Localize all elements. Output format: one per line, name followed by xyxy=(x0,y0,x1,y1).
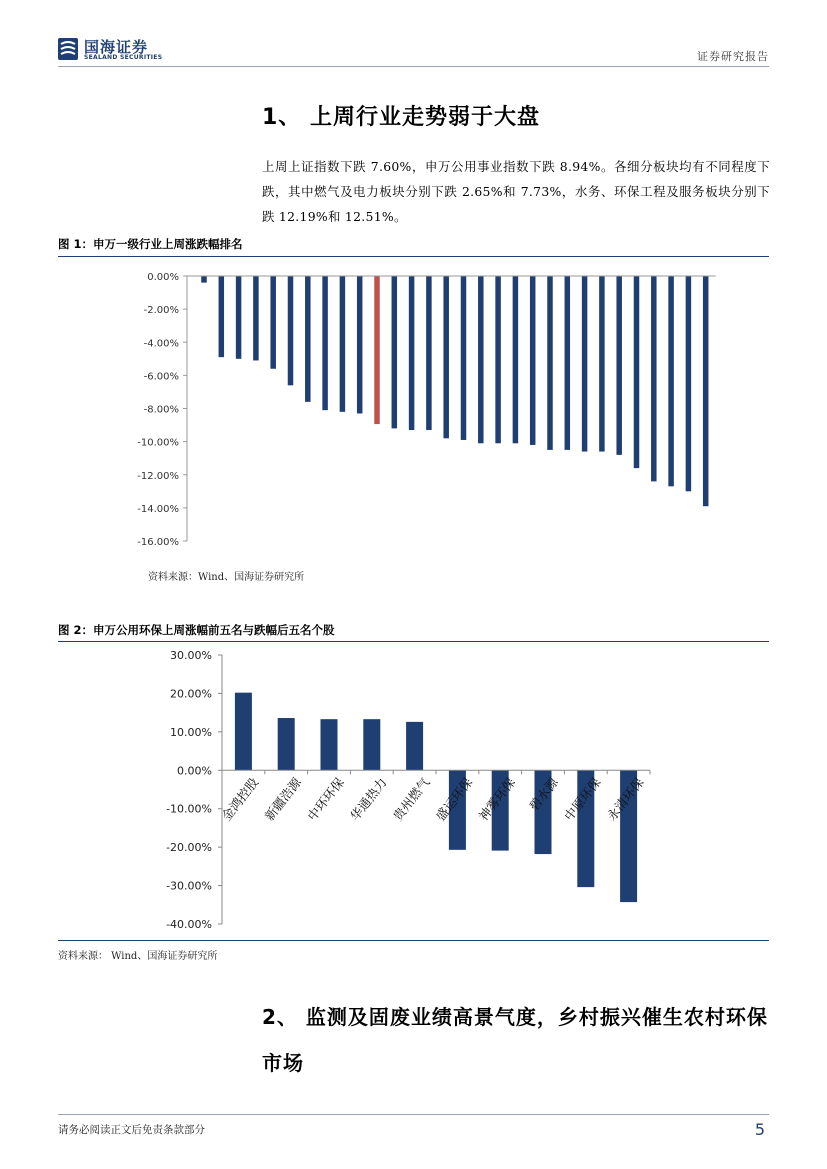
report-type-label: 证券研究报告 xyxy=(697,50,769,63)
page-number: 5 xyxy=(754,1120,765,1139)
y-tick-label: 30.00% xyxy=(170,649,212,662)
bar xyxy=(235,693,252,771)
bar xyxy=(565,276,571,450)
bar xyxy=(363,719,380,770)
bar xyxy=(616,276,622,455)
y-tick-label: -40.00% xyxy=(166,918,212,931)
bar xyxy=(374,276,380,424)
bar xyxy=(513,276,519,443)
logo-text-en: SEALAND SECURITIES xyxy=(84,54,163,61)
bar xyxy=(668,276,674,486)
y-tick-label: -2.00% xyxy=(143,305,179,317)
x-category-label: 华通热力 xyxy=(347,774,390,824)
bar xyxy=(530,276,536,445)
x-category-label: 盛运环保 xyxy=(432,774,476,824)
bar xyxy=(495,276,501,443)
bar xyxy=(406,722,423,770)
y-tick-label: -8.00% xyxy=(143,404,179,416)
figure2-top-rule xyxy=(58,641,769,642)
logo-text-cn: 国海证券 xyxy=(84,38,149,56)
bar xyxy=(443,276,449,438)
y-tick-label: -10.00% xyxy=(137,437,179,449)
section1-paragraph: 上周上证指数下跌 7.60%，申万公用事业指数下跌 8.94%。各细分板块均有不同程度下跌，其中燃气及电力板块分别下跌 2.65%和 7.73%，水务、环保工程及服务板块分别下跌 12.19%和 12.51%。 xyxy=(262,159,770,224)
figure1-top-rule xyxy=(58,256,769,257)
x-category-label: 金鸿控股 xyxy=(218,774,262,824)
figure1-title: 图 1：申万一级行业上周涨跌幅排名 xyxy=(58,237,243,251)
bar xyxy=(651,276,657,481)
x-category-label: 中原环保 xyxy=(561,774,604,824)
y-tick-label: -10.00% xyxy=(166,802,212,816)
x-category-label: 中环环保 xyxy=(304,774,347,824)
section1-heading: 1、 上周行业走势弱于大盘 xyxy=(262,105,540,130)
y-tick-label: -6.00% xyxy=(143,371,179,383)
y-tick-label: -20.00% xyxy=(166,841,212,855)
bar xyxy=(461,276,467,440)
y-tick-label: -30.00% xyxy=(166,879,212,893)
bar xyxy=(322,276,328,410)
bar xyxy=(478,276,484,443)
bar xyxy=(582,276,588,452)
bar xyxy=(357,276,363,413)
bar xyxy=(305,276,311,402)
bar xyxy=(686,276,692,491)
bar xyxy=(278,718,295,770)
bar xyxy=(392,276,398,428)
bar xyxy=(703,276,709,506)
bar xyxy=(236,276,242,359)
bar xyxy=(409,276,415,430)
figure2-source: 资料来源： Wind、国海证券研究所 xyxy=(58,951,218,962)
x-category-label: 永清环保 xyxy=(603,774,647,824)
bar xyxy=(288,276,294,385)
y-tick-label: -16.00% xyxy=(137,537,179,548)
x-category-label: 神雾环保 xyxy=(475,774,519,824)
bar xyxy=(547,276,553,450)
x-category-label: 贵州燃气 xyxy=(389,774,433,824)
section2-heading: 2、 监测及固废业绩高景气度，乡村振兴催生农村环保市场 xyxy=(262,1005,768,1075)
bar xyxy=(634,276,640,468)
y-tick-label: -4.00% xyxy=(143,338,179,350)
y-tick-label: 10.00% xyxy=(170,725,212,739)
x-category-label: 碧水源 xyxy=(526,774,561,814)
y-tick-label: 0.00% xyxy=(177,764,212,778)
y-tick-label: -14.00% xyxy=(137,503,179,515)
bar xyxy=(321,719,338,770)
bar xyxy=(340,276,346,412)
bar xyxy=(219,276,225,357)
y-tick-label: 0.00% xyxy=(147,272,179,283)
figure1-source: 资料来源：Wind、国海证券研究所 xyxy=(148,572,305,583)
footer-disclaimer: 请务必阅读正文后免责条款部分 xyxy=(58,1124,205,1136)
bar xyxy=(599,276,605,452)
sealand-logo-icon xyxy=(58,38,78,60)
bar xyxy=(201,276,207,283)
figure2-chart xyxy=(140,644,680,938)
y-tick-label: -12.00% xyxy=(137,470,179,482)
x-category-label: 新疆浩源 xyxy=(261,774,305,824)
bar xyxy=(270,276,276,369)
bar xyxy=(253,276,259,360)
footer-divider xyxy=(58,1114,769,1115)
figure2-title: 图 2：申万公用环保上周涨幅前五名与跌幅后五名个股 xyxy=(58,623,335,637)
figure1-chart xyxy=(120,262,720,562)
bar xyxy=(426,276,432,430)
figure2-bottom-rule xyxy=(58,940,769,941)
y-tick-label: 20.00% xyxy=(170,687,212,701)
header-divider xyxy=(58,66,769,67)
